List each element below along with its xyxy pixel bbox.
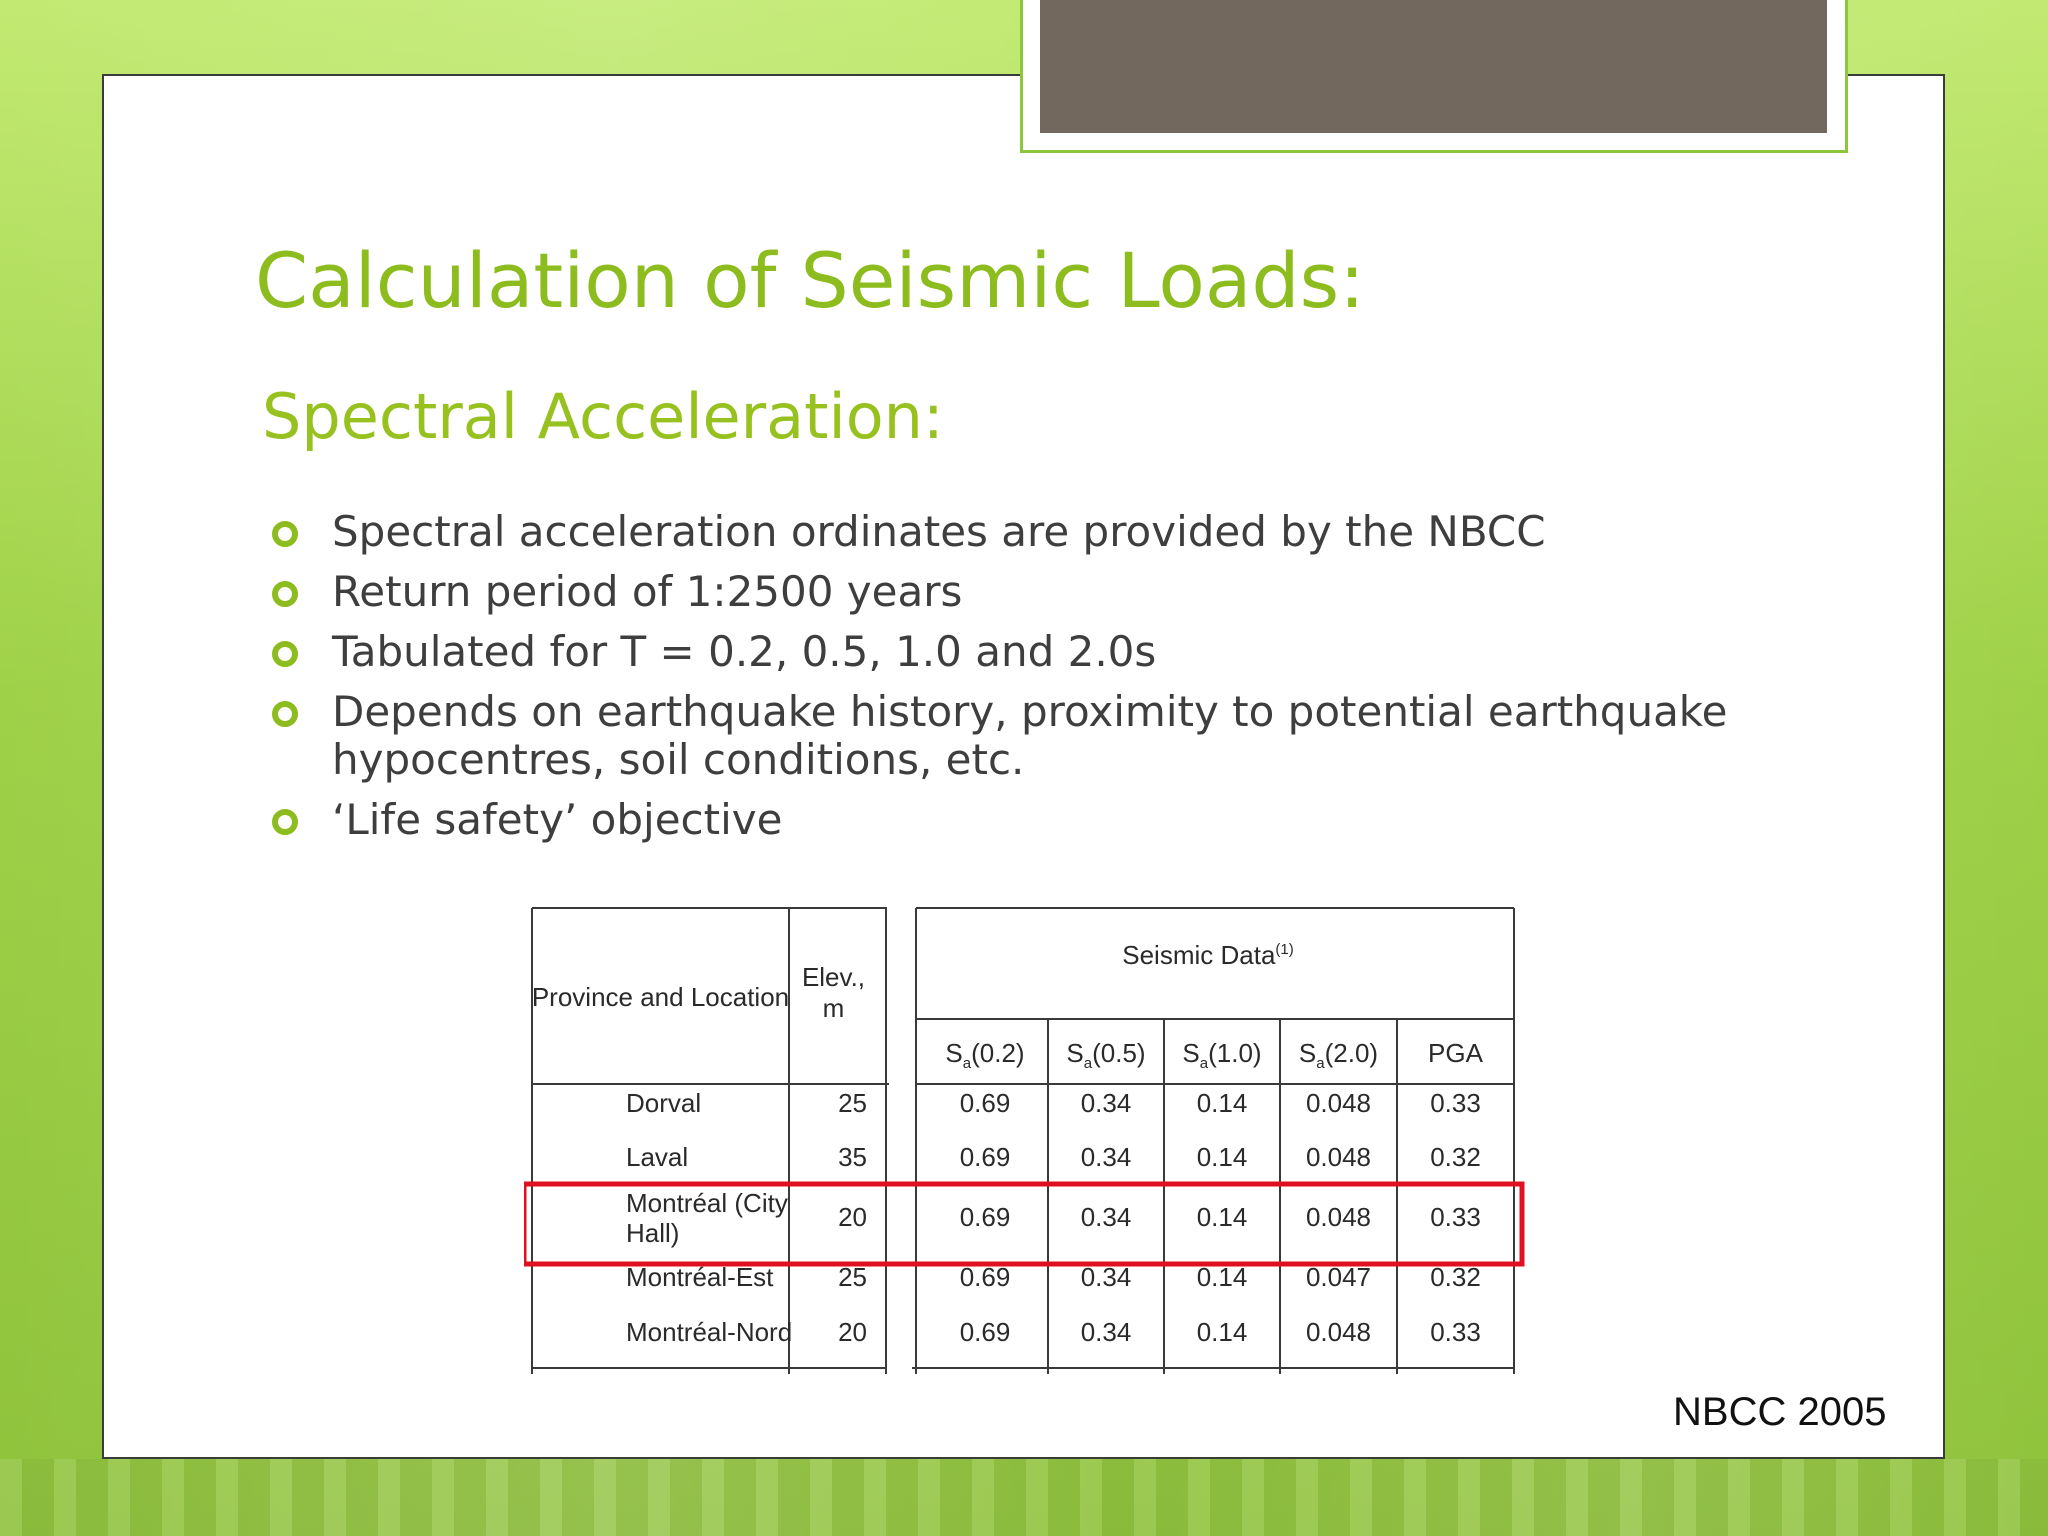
- row-elev: 35: [838, 1142, 867, 1172]
- row-value: 0.69: [959, 1262, 1011, 1292]
- row-location: Montréal-Nord: [626, 1317, 793, 1347]
- row-value: 0.048: [1305, 1142, 1372, 1172]
- bullet-ring-icon: [272, 521, 298, 547]
- row-elev: 25: [838, 1088, 867, 1118]
- bullet-item: [270, 568, 1830, 616]
- header-col-sub: a: [1199, 1055, 1209, 1072]
- row-value: 0.34: [1080, 1317, 1132, 1347]
- header-col-s-0-2-: [945, 1038, 1024, 1072]
- row-value: 0.69: [959, 1142, 1011, 1172]
- slide-subtitle: Spectral Acceleration:: [262, 380, 944, 453]
- row-value: 0.33: [1430, 1317, 1481, 1347]
- bullet-list: [270, 508, 1830, 856]
- header-col-sub: a: [962, 1055, 972, 1072]
- row-value: 0.047: [1305, 1262, 1372, 1292]
- header-elev-unit: m: [822, 993, 845, 1023]
- row-value: 0.048: [1305, 1202, 1372, 1232]
- decorative-box: [1040, 0, 1827, 133]
- slide-title: Calculation of Seismic Loads:: [255, 236, 1365, 325]
- row-value: 0.048: [1305, 1088, 1372, 1118]
- header-elev: Elev.,: [801, 962, 866, 992]
- row-value: 0.33: [1430, 1088, 1481, 1118]
- bullet-item: [270, 628, 1830, 676]
- row-value: 0.69: [959, 1202, 1011, 1232]
- row-value: 0.14: [1196, 1142, 1248, 1172]
- row-value: 0.34: [1080, 1088, 1132, 1118]
- seismic-data-table: [524, 904, 1527, 1384]
- row-value: 0.32: [1430, 1262, 1481, 1292]
- row-value: 0.69: [959, 1317, 1011, 1347]
- header-col-sub: a: [1083, 1055, 1093, 1072]
- row-value: 0.34: [1080, 1202, 1132, 1232]
- bullet-text: ‘Life safety’ objective: [332, 795, 783, 844]
- bullet-text: Return period of 1:2500 years: [332, 567, 963, 616]
- header-col-base: S: [1182, 1038, 1200, 1068]
- header-col-base: S: [1298, 1038, 1317, 1068]
- bullet-item: [270, 688, 1830, 784]
- bullet-ring-icon: [272, 701, 298, 727]
- header-col-base: S: [945, 1038, 963, 1068]
- bullet-item: [270, 508, 1830, 556]
- row-value: 0.14: [1196, 1202, 1248, 1232]
- row-location: Montréal-Est: [626, 1262, 774, 1292]
- row-value: 0.33: [1430, 1202, 1481, 1232]
- source-note: NBCC 2005: [1673, 1390, 1887, 1434]
- row-value: 0.14: [1196, 1262, 1248, 1292]
- row-location: Montréal (City: [626, 1188, 788, 1218]
- header-col-pga: [1428, 1038, 1484, 1068]
- header-col-arg: (1.0): [1208, 1038, 1262, 1068]
- header-col-s-1-0-: [1182, 1038, 1261, 1072]
- bullet-text: Spectral acceleration ordinates are provided by the NBCC: [332, 507, 1546, 556]
- row-value: 0.048: [1305, 1317, 1372, 1347]
- row-value: 0.14: [1196, 1088, 1248, 1118]
- header-col-arg: (0.2): [971, 1038, 1025, 1068]
- row-location: Hall): [626, 1218, 680, 1248]
- row-elev: 25: [838, 1262, 867, 1292]
- row-elev: 20: [838, 1317, 867, 1347]
- row-elev: 20: [838, 1202, 867, 1232]
- header-col-s-2-0-: [1299, 1038, 1378, 1072]
- row-location: Dorval: [626, 1088, 702, 1118]
- header-col-arg: (0.5): [1092, 1038, 1146, 1068]
- row-value: 0.14: [1196, 1317, 1248, 1347]
- bullet-ring-icon: [272, 581, 298, 607]
- bullet-ring-icon: [272, 809, 298, 835]
- bullet-text: Depends on earthquake history, proximity to potential earthquake hypocentres, soil conditions, etc.: [332, 687, 1728, 784]
- row-value: 0.32: [1430, 1142, 1481, 1172]
- header-col-s-0-5-: [1066, 1038, 1145, 1072]
- bullet-ring-icon: [272, 641, 298, 667]
- header-seismic-data: Seismic Data$^{(1)}$: [1122, 940, 1294, 970]
- row-value: 0.34: [1080, 1142, 1132, 1172]
- row-value: 0.34: [1080, 1262, 1132, 1292]
- header-col-arg: (2.0): [1324, 1038, 1379, 1068]
- row-value: 0.69: [959, 1088, 1011, 1118]
- seismic-table-svg: [524, 904, 1527, 1384]
- header-col-base: S: [1066, 1038, 1084, 1068]
- header-col-base: PGA: [1428, 1038, 1483, 1068]
- row-location: Laval: [626, 1142, 689, 1172]
- bullet-item: [270, 796, 1830, 844]
- header-location: Province and Location: [531, 982, 790, 1012]
- bullet-text: Tabulated for T = 0.2, 0.5, 1.0 and 2.0s: [332, 627, 1157, 676]
- header-col-sub: a: [1316, 1055, 1325, 1072]
- header-footnote-mark: (1): [1275, 941, 1294, 958]
- background-stripes: [0, 1459, 2048, 1536]
